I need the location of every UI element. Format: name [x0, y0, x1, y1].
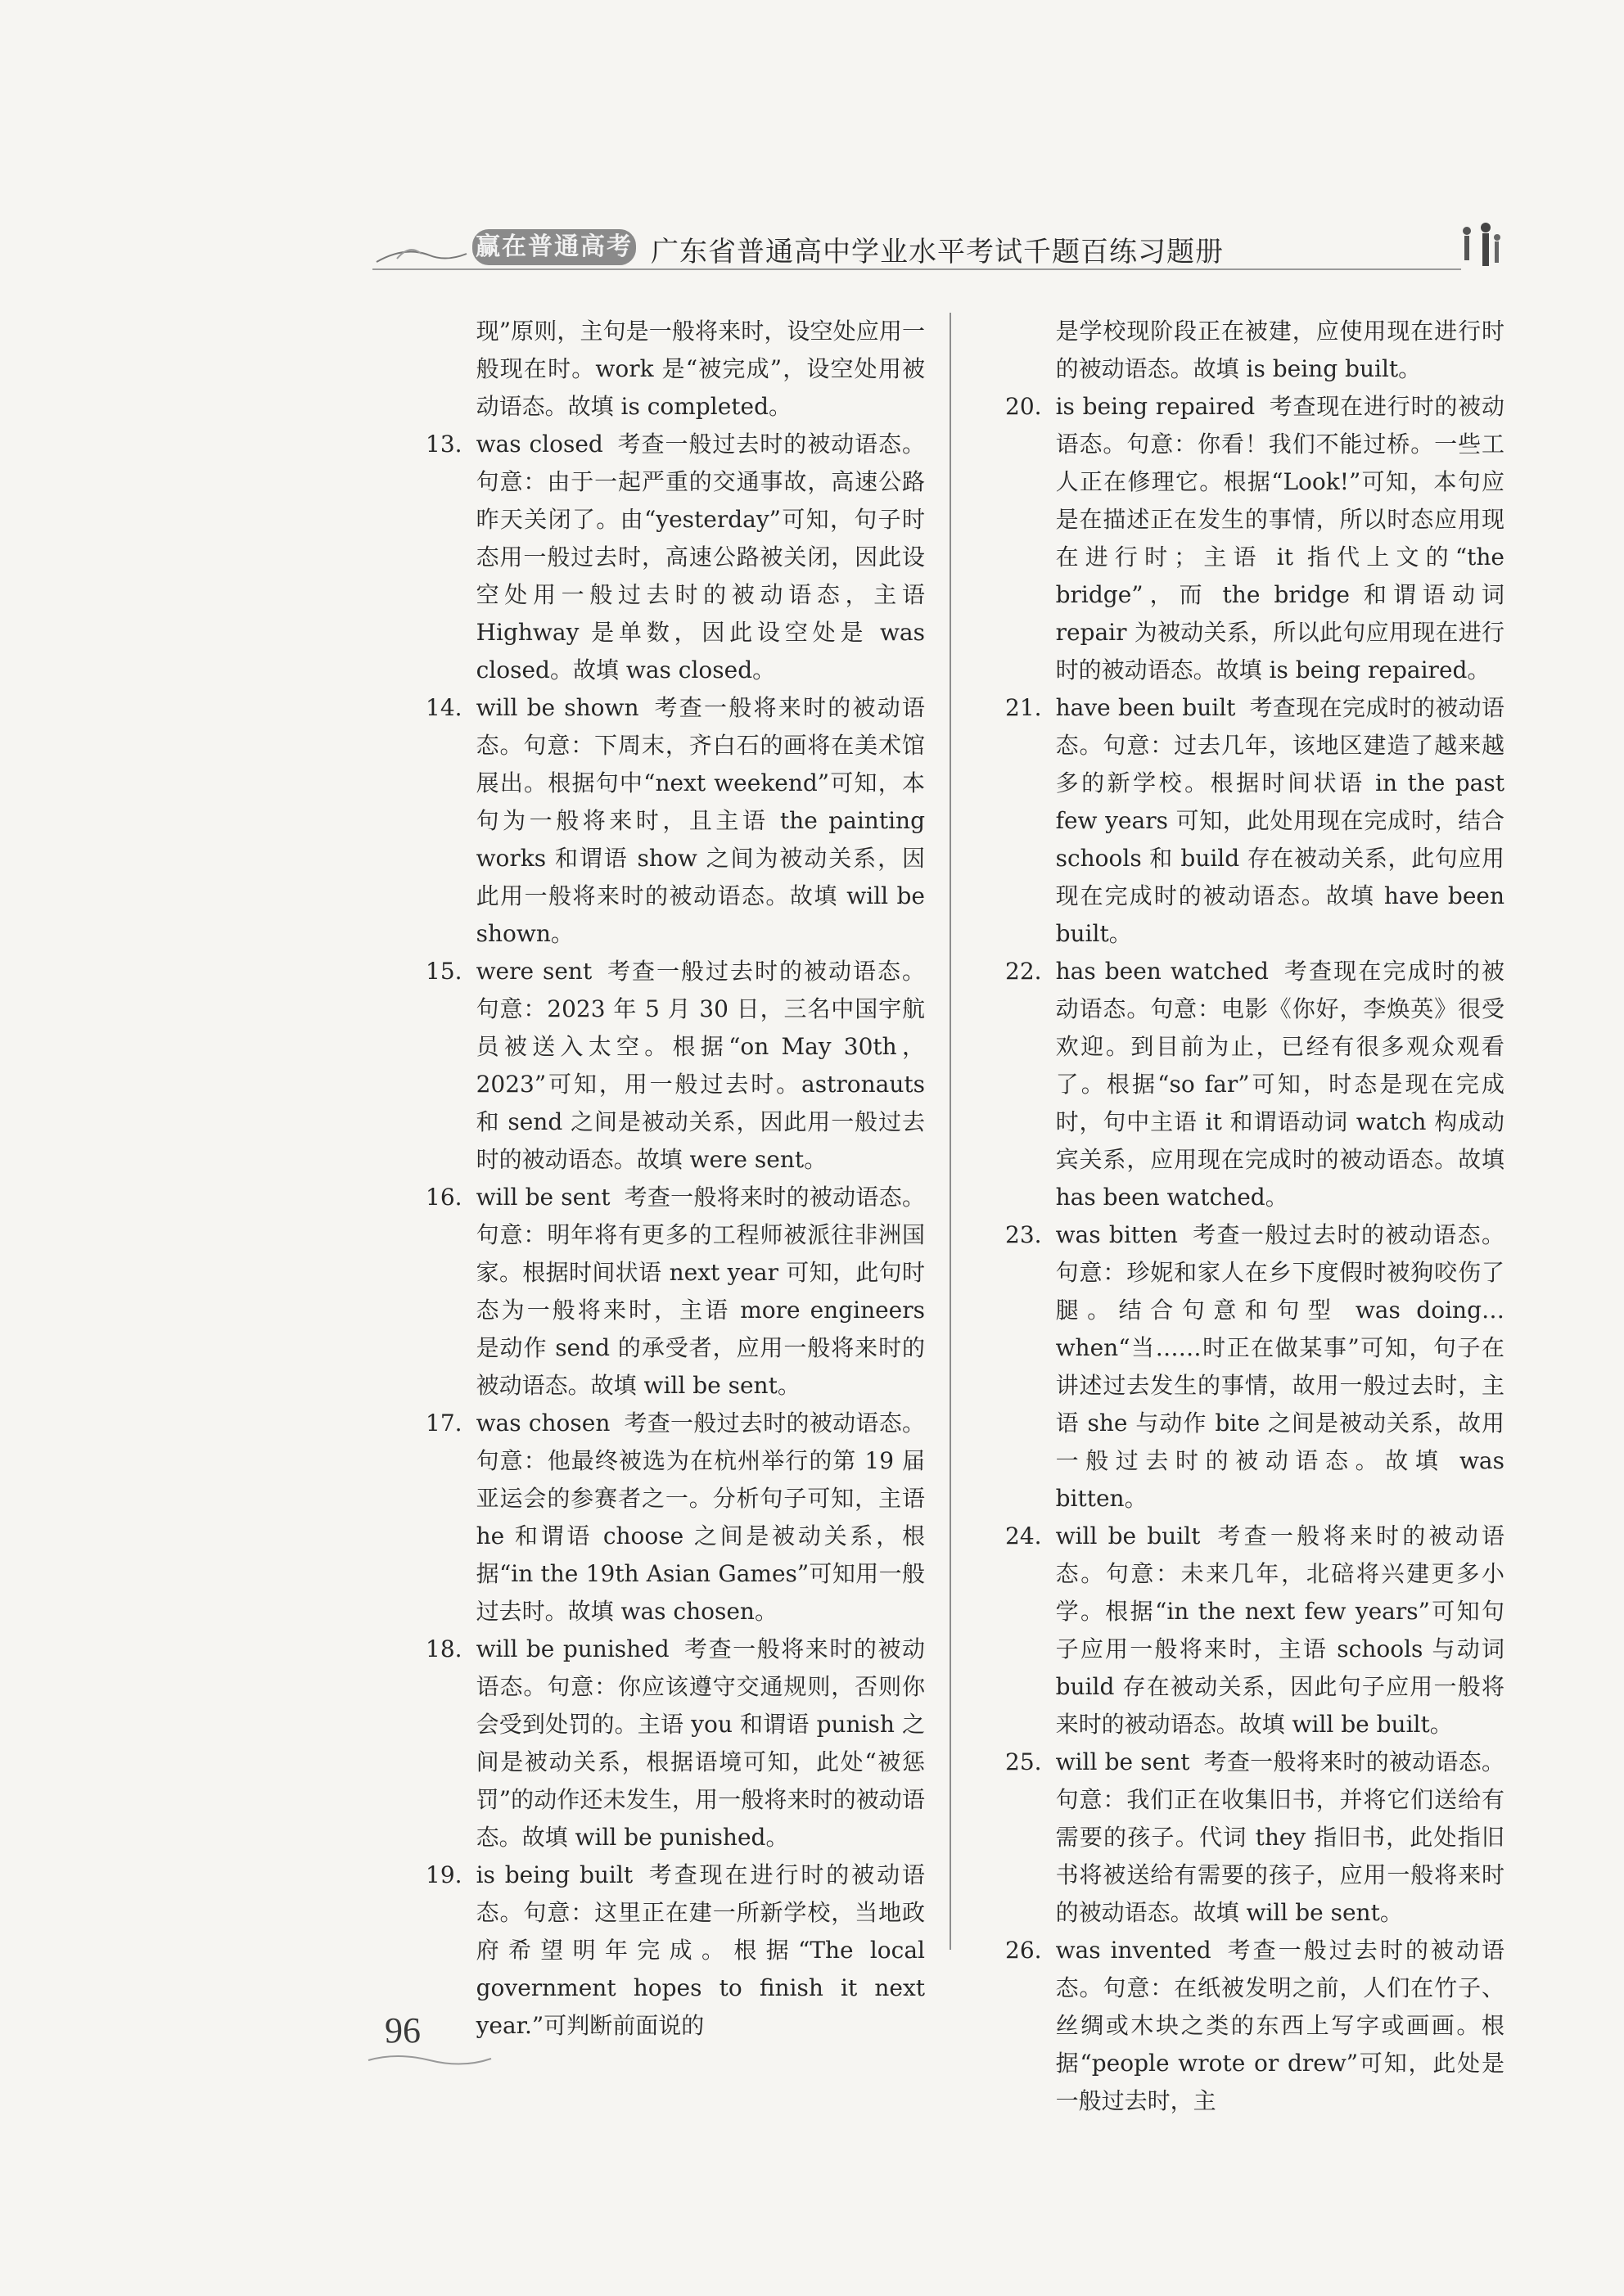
entry-body: [1056, 388, 1504, 689]
entry-body: [1056, 1216, 1504, 1518]
entry-number: 21.: [1005, 694, 1042, 721]
answer-entry: [426, 1179, 925, 1405]
left-continuation: 现”原则，主句是一般将来时，设空处应用一般现在时。work 是“被完成”，设空处用被动语态。故填 is completed。: [476, 318, 925, 420]
entry-number: 26.: [1005, 1937, 1042, 1964]
entry-number: 13.: [426, 431, 462, 458]
entry-number: 17.: [426, 1410, 462, 1437]
entry-answer: will be shown: [476, 694, 639, 721]
entry-answer: was chosen: [476, 1410, 611, 1437]
entry-number: 25.: [1005, 1748, 1042, 1775]
entry-answer: was closed: [476, 431, 603, 458]
entry-explanation: 考查一般过去时的被动语态。句意：珍妮和家人在乡下度假时被狗咬伤了腿。结合句意和句型 was doing…when“当……时正在做某事”可知，句子在讲述过去发生的事情，故用一般过去时，主语 she 与动作 bite 之间是被动关系，故用一般过去时的被动语态。故填 was bitten。: [1055, 1221, 1504, 1512]
entry-number: 19.: [426, 1861, 462, 1888]
entry-body: [476, 1631, 925, 1856]
entry-body: [476, 1405, 925, 1631]
answer-entry: [1005, 1216, 1504, 1518]
page-header: [372, 221, 1518, 278]
answer-entry: [426, 689, 925, 953]
entry-explanation: 考查一般将来时的被动语态。句意：下周末，齐白石的画将在美术馆展出。根据句中“next weekend”可知，本句为一般将来时，且主语 the painting works 和谓语 show 之间为被动关系，因此用一般将来时的被动语态。故填 will be shown。: [476, 694, 925, 947]
entry-body: [476, 1856, 925, 2045]
entry-body: [1056, 1932, 1504, 2120]
left-column: [426, 313, 925, 2045]
entry-explanation: 考查现在完成时的被动语态。句意：过去几年，该地区建造了越来越多的新学校。根据时间状语 in the past few years 可知，此处用现在完成时，结合 schools 和 build 存在被动关系，此句应用现在完成时的被动语态。故填 have been built。: [1055, 694, 1504, 947]
entry-answer: was invented: [1055, 1937, 1211, 1964]
right-entries: [1005, 388, 1504, 2120]
entry-number: 20.: [1005, 393, 1042, 420]
answer-entry: [426, 426, 925, 689]
column-divider: [950, 313, 951, 1950]
entry-body: [476, 953, 925, 1179]
entry-answer: was bitten: [1055, 1221, 1178, 1248]
answer-entry: [1005, 1743, 1504, 1932]
entry-explanation: 考查一般过去时的被动语态。句意：2023 年 5 月 30 日，三名中国宇航员被送入太空。根据“on May 30th，2023”可知，用一般过去时。astronauts 和 send 之间是被动关系，因此用一般过去时的被动语态。故填 were sent。: [476, 958, 925, 1173]
entry-number: 24.: [1005, 1522, 1042, 1549]
footer-ornament-icon: [364, 2050, 495, 2068]
entry-body: [1056, 953, 1504, 1216]
left-entries: [426, 426, 925, 2045]
entry-body: [476, 689, 925, 953]
answer-entry: [1005, 689, 1504, 953]
answer-entry: [1005, 388, 1504, 689]
entry-answer: is being built: [476, 1861, 634, 1888]
entry-number: 15.: [426, 958, 462, 985]
answer-entry: [1005, 1932, 1504, 2120]
answer-entry: [1005, 1518, 1504, 1743]
header-ornament-icon: [372, 229, 471, 270]
entry-body: [476, 426, 925, 689]
answer-entry: [426, 1631, 925, 1856]
entry-explanation: 考查一般将来时的被动语态。句意：明年将有更多的工程师被派往非洲国家。根据时间状语 next year 可知，此句时态为一般将来时，主语 more engineers 是动作 send 的承受者，应用一般将来时的被动语态。故填 will be sent。: [476, 1184, 925, 1399]
entry-number: 22.: [1005, 958, 1042, 985]
entry-number: 18.: [426, 1635, 462, 1662]
page-number: 96: [385, 2010, 421, 2050]
entry-answer: will be sent: [476, 1184, 611, 1211]
entry-explanation: 考查现在完成时的被动语态。句意：电影《你好，李焕英》很受欢迎。到目前为止，已经有很多观众观看了。根据“so far”可知，时态是现在完成时，句中主语 it 和谓语动词 watch 构成动宾关系，应用现在完成时的被动语态。故填 has been watched。: [1055, 958, 1504, 1211]
entry-answer: have been built: [1055, 694, 1236, 721]
entry-explanation: 考查一般将来时的被动语态。句意：我们正在收集旧书，并将它们送给有需要的孩子。代词 they 指旧书，此处指旧书将被送给有需要的孩子，应用一般将来时的被动语态。故填 will be sent。: [1055, 1748, 1504, 1926]
entry-explanation: 考查一般将来时的被动语态。句意：你应该遵守交通规则，否则你会受到处罚的。主语 you 和谓语 punish 之间是被动关系，根据语境可知，此处“被惩罚”的动作还未发生，用一般将来时的被动语态。故填 will be punished。: [476, 1635, 925, 1851]
entry-explanation: 考查一般过去时的被动语态。句意：由于一起严重的交通事故，高速公路昨天关闭了。由“yesterday”可知，句子时态用一般过去时，高速公路被关闭，因此设空处用一般过去时的被动语态，主语 Highway 是单数，因此设空处是 was closed。故填 was closed。: [476, 431, 925, 683]
entry-number: 16.: [426, 1184, 462, 1211]
answer-entry: [426, 1405, 925, 1631]
answer-entry: [426, 953, 925, 1179]
entry-explanation: 考查一般过去时的被动语态。句意：在纸被发明之前，人们在竹子、丝绸或木块之类的东西上写字或画画。根据“people wrote or drew”可知，此处是一般过去时，主: [1055, 1937, 1504, 2114]
entry-body: [1056, 1743, 1504, 1932]
header-logo: 赢在普通高考: [472, 229, 636, 265]
entry-answer: is being repaired: [1055, 393, 1256, 420]
entry-answer: has been watched: [1055, 958, 1269, 985]
entry-explanation: 考查一般将来时的被动语态。句意：未来几年，北碚将兴建更多小学。根据“in the next few years”可知句子应用一般将来时，主语 schools 与动词 build 存在被动关系，因此句子应用一般将来时的被动语态。故填 will be built。: [1055, 1522, 1504, 1738]
entry-body: [1056, 689, 1504, 953]
entry-number: 23.: [1005, 1221, 1042, 1248]
entry-answer: will be punished: [476, 1635, 670, 1662]
header-rule: [372, 268, 1461, 270]
entry-body: [476, 1179, 925, 1405]
entry-explanation: 考查一般过去时的被动语态。句意：他最终被选为在杭州举行的第 19 届亚运会的参赛者之一。分析句子可知，主语 he 和谓语 choose 之间是被动关系，根据“in the 19th Asian Games”可知用一般过去时。故填 was chosen。: [476, 1410, 925, 1625]
entry-answer: will be built: [1055, 1522, 1201, 1549]
entry-answer: were sent: [476, 958, 593, 985]
header-title: 广东省普通高中学业水平考试千题百练习题册: [651, 236, 1224, 268]
entry-explanation: 考查现在进行时的被动语态。句意：你看！我们不能过桥。一些工人正在修理它。根据“Look!”可知，本句应是在描述正在发生的事情，所以时态应用现在进行时；主语 it 指代上文的“the bridge”，而 the bridge 和谓语动词 repair 为被动关系，所以此句应用现在进行时的被动语态。故填 is being repaired。: [1055, 393, 1504, 683]
right-continuation: 是学校现阶段正在被建，应使用现在进行时的被动语态。故填 is being built。: [1055, 318, 1504, 382]
right-column: [1005, 313, 1504, 2120]
answer-entry: [1005, 953, 1504, 1216]
answer-entry: [426, 1856, 925, 2045]
entry-answer: will be sent: [1055, 1748, 1190, 1775]
runner-figures-icon: [1455, 221, 1504, 278]
entry-number: 14.: [426, 694, 462, 721]
entry-body: [1056, 1518, 1504, 1743]
entry-explanation: 考查现在进行时的被动语态。句意：这里正在建一所新学校，当地政府希望明年完成。根据“The local government hopes to finish it next year.”可判断前面说的: [476, 1861, 925, 2039]
